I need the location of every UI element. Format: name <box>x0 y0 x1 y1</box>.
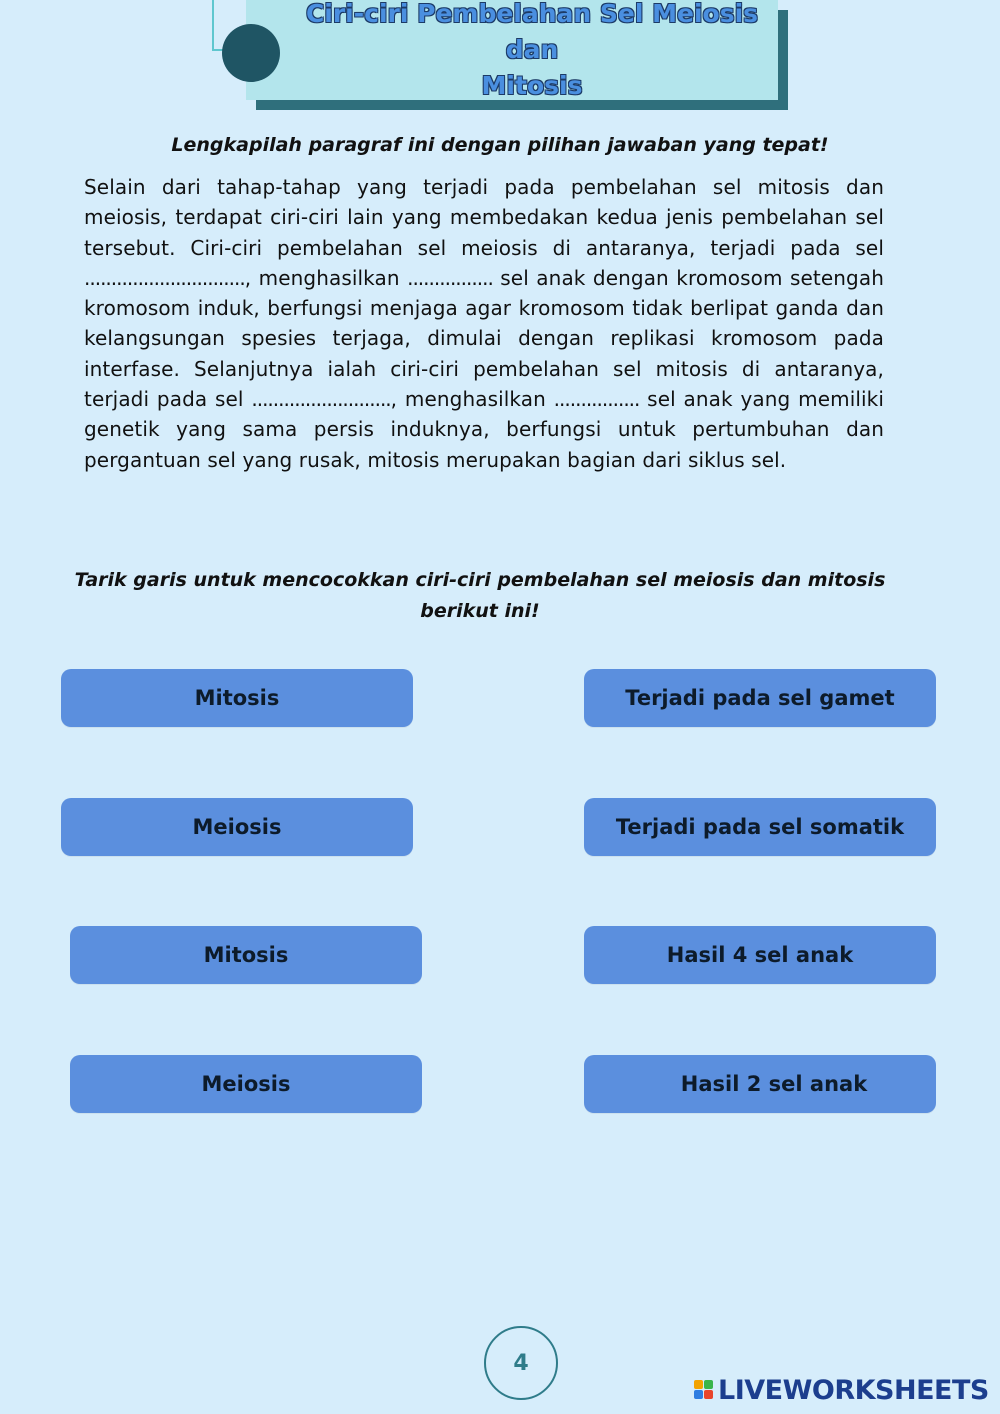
match-left-item-4[interactable]: Meiosis <box>70 1055 422 1113</box>
paragraph-text: Selain dari tahap-tahap yang terjadi pada pembelahan sel mitosis dan meiosis, terdapat ciri-ciri lain yang membedakan kedua jenis pembelahan sel tersebut. Ciri-ciri pembelahan sel meiosis di antaranya, terjadi pada sel <box>84 175 884 260</box>
match-right-item-1[interactable]: Terjadi pada sel gamet <box>584 669 936 727</box>
decorative-line <box>212 0 214 50</box>
paragraph-text: , menghasilkan <box>390 387 554 412</box>
paragraph-text: sel anak yang memiliki genetik yang sama persis induknya, berfungsi untuk pertumbuhan dan pergantuan sel yang rusak, mitosis merupakan bagian dari siklus sel. <box>84 387 885 472</box>
answer-blank-2[interactable]: ................ <box>407 265 493 290</box>
fill-in-paragraph <box>84 172 884 475</box>
liveworksheets-brand: LIVEWORKSHEETS <box>718 1374 989 1406</box>
match-left-item-1[interactable]: Mitosis <box>61 669 413 727</box>
matching-instruction-line1: Tarik garis untuk mencocokkan ciri-ciri pembelahan sel meiosis dan mitosis <box>74 569 886 591</box>
page-title-line1: Ciri-ciri Pembelahan Sel Meiosis dan <box>305 0 759 64</box>
liveworksheets-logo-icon <box>694 1380 714 1400</box>
match-right-item-4[interactable]: Hasil 2 sel anak <box>584 1055 936 1113</box>
paragraph-text: sel anak dengan kromosom setengah kromosom induk, berfungsi menjaga agar kromosom tidak berlipat ganda dan kelangsungan spesies terjaga, dimulai dengan replikasi kromosom pada interfase. Selanjutnya ialah ciri-ciri pembelahan sel mitosis di antaranya, terjadi pada sel <box>84 265 884 412</box>
matching-instruction <box>30 565 930 627</box>
match-right-item-3[interactable]: Hasil 4 sel anak <box>584 926 936 984</box>
fill-in-instruction: Lengkapilah paragraf ini dengan pilihan jawaban yang tepat! <box>171 134 829 156</box>
match-left-item-3[interactable]: Mitosis <box>70 926 422 984</box>
page-title-line2: Mitosis <box>481 71 583 100</box>
matching-instruction-line2: berikut ini! <box>420 600 540 622</box>
title-dot-icon <box>222 24 280 82</box>
answer-blank-4[interactable]: ................ <box>553 387 640 412</box>
page-title <box>252 0 772 104</box>
answer-blank-3[interactable]: .......................... <box>251 387 391 412</box>
title-banner <box>246 0 778 100</box>
page-number: 4 <box>484 1326 558 1400</box>
liveworksheets-logo <box>694 1372 989 1408</box>
paragraph-text: , menghasilkan <box>244 265 408 290</box>
match-right-item-2[interactable]: Terjadi pada sel somatik <box>584 798 936 856</box>
answer-blank-1[interactable]: .............................. <box>84 265 245 290</box>
match-left-item-2[interactable]: Meiosis <box>61 798 413 856</box>
